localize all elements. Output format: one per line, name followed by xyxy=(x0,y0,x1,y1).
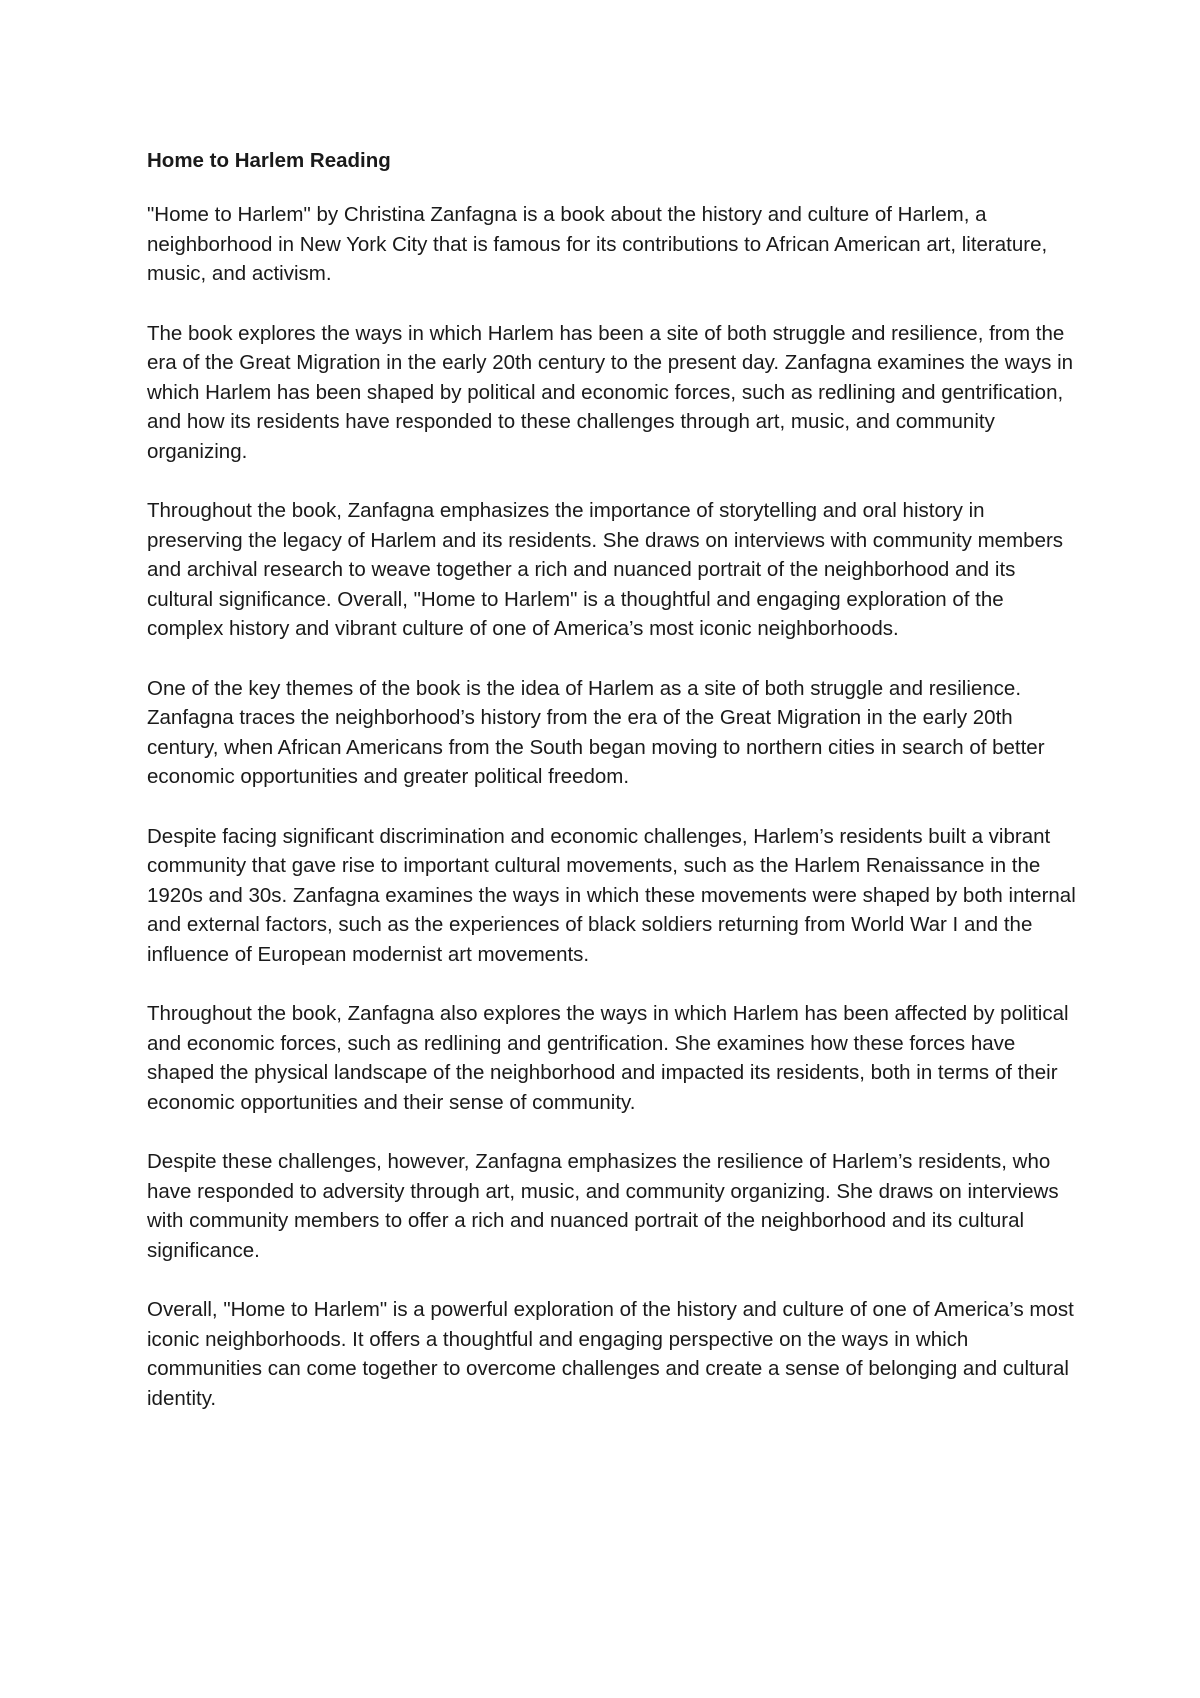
paragraph-4: One of the key themes of the book is the idea of Harlem as a site of both struggle and resilience. Zanfagna traces the neighborhood’s history from the era of the Great Migration in the early 20th century, when African Americans from the South began moving to northern cities in search of better economic opportunities and greater political freedom. xyxy=(147,676,1045,788)
paragraph-3: Throughout the book, Zanfagna emphasizes the importance of storytelling and oral history in preserving the legacy of Harlem and its residents. She draws on interviews with community members and archival research to weave together a rich and nuanced portrait of the neighborhood and its cultural significance. Overall, "Home to Harlem" is a thoughtful and engaging exploration of the complex history and vibrant culture of one of America’s most iconic neighborhoods. xyxy=(147,499,1064,640)
paragraph-8: Overall, "Home to Harlem" is a powerful exploration of the history and culture of one of America’s most iconic neighborhoods. It offers a thoughtful and engaging perspective on the ways in which communities can come together to overcome challenges and create a sense of belonging and cultural identity. xyxy=(147,1298,1074,1410)
paragraph-6: Throughout the book, Zanfagna also explores the ways in which Harlem has been affected by political and economic forces, such as redlining and gentrification. She examines how these forces have shaped the physical landscape of the neighborhood and impacted its residents, both in terms of their economic opportunities and their sense of community. xyxy=(147,1002,1069,1114)
document-title: Home to Harlem Reading xyxy=(147,149,391,172)
paragraph-5: Despite facing significant discrimination and economic challenges, Harlem’s residents built a vibrant community that gave rise to important cultural movements, such as the Harlem Renaissance in the 1920s and 30s. Zanfagna examines the ways in which these movements were shaped by both internal and external factors, such as the experiences of black soldiers returning from World War I and the influence of European modernist art movements. xyxy=(147,824,1076,966)
paragraph-2: The book explores the ways in which Harlem has been a site of both struggle and resilience, from the era of the Great Migration in the early 20th century to the present day. Zanfagna examines the ways in which Harlem has been shaped by political and economic forces, such as redlining and gentrification, and how its residents have responded to these challenges through art, music, and community organizing. xyxy=(147,321,1074,463)
paragraph-7: Despite these challenges, however, Zanfagna emphasizes the resilience of Harlem’s residents, who have responded to adversity through art, music, and community organizing. She draws on interviews with community members to offer a rich and nuanced portrait of the neighborhood and its cultural significance. xyxy=(147,1150,1059,1262)
paragraph-1: "Home to Harlem" by Christina Zanfagna is a book about the history and culture of Harlem, a neighborhood in New York City that is famous for its contributions to African American art, literature, music, and activism. xyxy=(147,203,1048,285)
